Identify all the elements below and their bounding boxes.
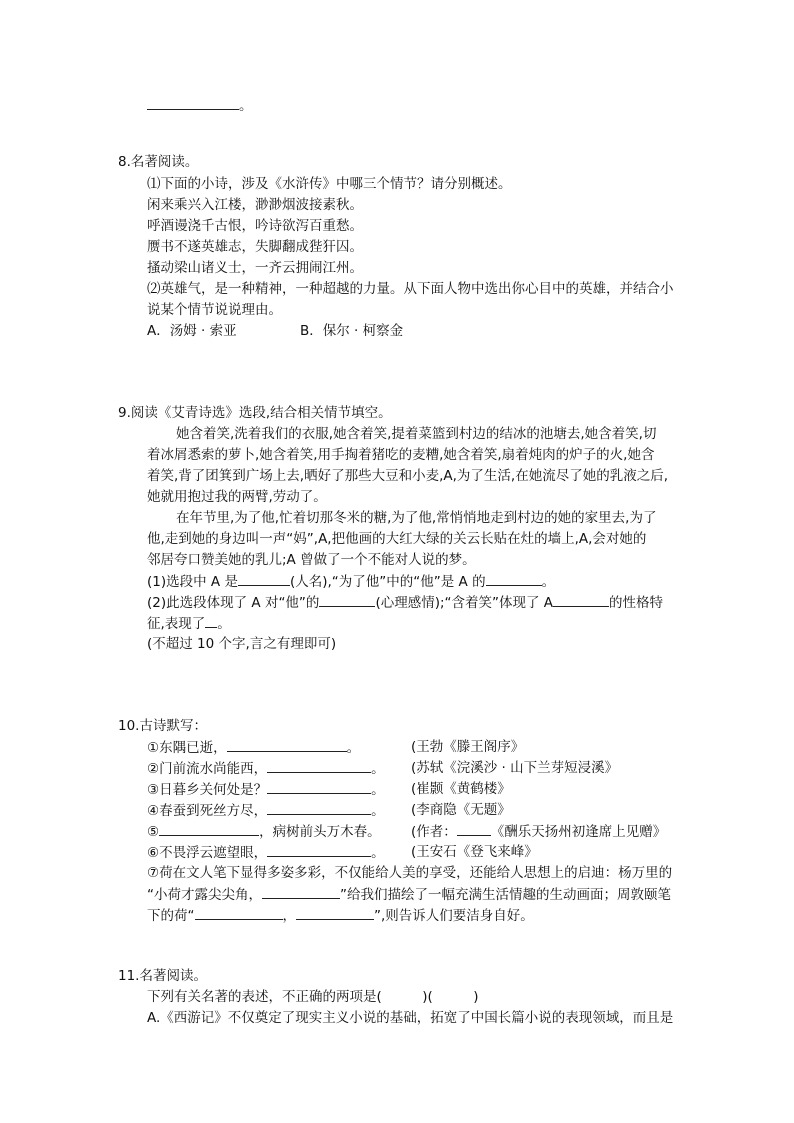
q9-sub2-cont: 征,表现了 。	[147, 613, 231, 634]
answer-blank[interactable]	[267, 758, 371, 773]
q10-line-7-end: 下的荷“ ， ”,则告诉人们要洁身自好。	[147, 905, 534, 926]
answer-blank[interactable]	[195, 905, 283, 920]
answer-blank[interactable]	[205, 613, 217, 628]
q8-sub2: ⑵英雄气，是一种精神，一种超越的力量。从下面人物中选出你心目中的英雄，并结合小	[147, 281, 674, 297]
answer-blank[interactable]	[159, 821, 259, 836]
q10-line-1: ①东隅已逝， 。 (王勃《滕王阁序》	[147, 739, 525, 756]
answer-blank[interactable]	[267, 800, 371, 815]
q9-passage-line: 在年节里,为了他,忙着切那冬米的糖,为了他,常悄悄地走到村边的她的家里去,为了	[176, 510, 657, 526]
q8-poem-line: 呼酒谩浇千古恨，吟诗欲泻百重愁。	[147, 218, 363, 234]
q9-sub1: (1)选段中 A 是 (人名),“为了他”中的“他”是 A 的 。	[147, 571, 555, 592]
answer-blank[interactable]	[296, 905, 374, 920]
q8-title: 8.名著阅读。	[118, 154, 199, 170]
q11-title: 11.名著阅读。	[118, 968, 207, 984]
q10-line-6: ⑥不畏浮云遮望眼， 。 (王安石《登飞来峰》	[147, 844, 538, 861]
q9-passage-line: 他,走到她的身边叫一声“妈”,A,把他画的大红大绿的关云长贴在灶的墙上,A,会对她的	[147, 531, 647, 547]
answer-blank[interactable]	[262, 884, 340, 899]
q8-sub2-cont: 说某个情节说说理由。	[147, 302, 282, 318]
q9-passage-line: 她含着笑,洗着我们的衣服,她含着笑,提着菜篮到村边的结冰的池塘去,她含着笑,切	[176, 426, 657, 442]
q9-passage-line: 着笑,背了团箕到广场上去,晒好了那些大豆和小麦,A,为了生活,在她流尽了她的乳液之后,	[147, 468, 668, 484]
q10-line-2: ②门前流水尚能西， 。 (苏轼《浣溪沙 · 山下兰芽短浸溪》	[147, 760, 619, 777]
q8-poem-line: 闲来乘兴入江楼，渺渺烟波接素秋。	[147, 197, 363, 213]
q9-passage-line: 她就用抱过我的两臂,劳动了。	[147, 489, 327, 505]
answer-blank[interactable]	[553, 592, 609, 607]
q9-title: 9.阅读《艾青诗选》选段,结合相关情节填空。	[118, 405, 392, 421]
q10-line-5: ⑤ ，病树前头万木春。 (作者： 《酬乐天扬州初逢席上见赠》	[147, 821, 787, 842]
q10-line-7-cont: “小荷才露尖尖角， ”给我们描绘了一幅充满生活情趣的生动画面；周敦颐笔	[147, 884, 671, 905]
answer-blank[interactable]	[147, 95, 239, 110]
answer-blank[interactable]	[227, 737, 347, 752]
answer-blank[interactable]	[267, 779, 371, 794]
q11-option-a: A.《西游记》不仅奠定了现实主义小说的基础，拓宽了中国长篇小说的表现领域，而且是	[147, 1010, 674, 1026]
q8-sub1: ⑴下面的小诗，涉及《水浒传》中哪三个情节？请分别概述。	[147, 176, 512, 192]
answer-blank[interactable]	[457, 821, 491, 836]
q9-sub2: (2)此选段体现了 A 对“他”的 (心理感情);“含着笑”体现了 A 的性格特	[147, 592, 663, 613]
answer-blank[interactable]	[486, 571, 542, 586]
q10-line-4: ④春蚕到死丝方尽， 。 (李商隐《无题》	[147, 802, 511, 819]
q10-title: 10.古诗默写：	[118, 718, 207, 734]
answer-blank[interactable]	[319, 592, 375, 607]
q10-line-7: ⑦荷在文人笔下显得多姿多彩，不仅能给人美的享受，还能给人思想上的启迪：杨万里的	[147, 865, 673, 881]
q10-line-3: ③日暮乡关何处是？ 。 (崔颢《黄鹤楼》	[147, 781, 511, 798]
q8-poem-line: 搔动梁山诸义士，一齐云拥闹江州。	[147, 260, 363, 276]
q11-stem: 下列有关名著的表述，不正确的两项是( )( )	[147, 989, 479, 1005]
q8-poem-line: 赝书不遂英雄志，失脚翻成狴犴囚。	[147, 239, 363, 255]
q9-passage-line: 邻居夸口赞美她的乳儿;A 曾做了一个不能对人说的梦。	[147, 552, 476, 568]
q9-passage-line: 着冰屑悉索的萝卜,她含着笑,用手掏着猪吃的麦糟,她含着笑,扇着炖肉的炉子的火,她含	[147, 447, 655, 463]
q8-option-b: B．保尔 · 柯察金	[300, 323, 404, 339]
q8-option-a: A．汤姆 · 索亚	[147, 323, 237, 339]
answer-blank[interactable]	[267, 842, 371, 857]
q9-note: (不超过 10 个字,言之有理即可)	[147, 636, 337, 652]
top-fill-line: 。	[147, 95, 253, 116]
answer-blank[interactable]	[238, 571, 290, 586]
